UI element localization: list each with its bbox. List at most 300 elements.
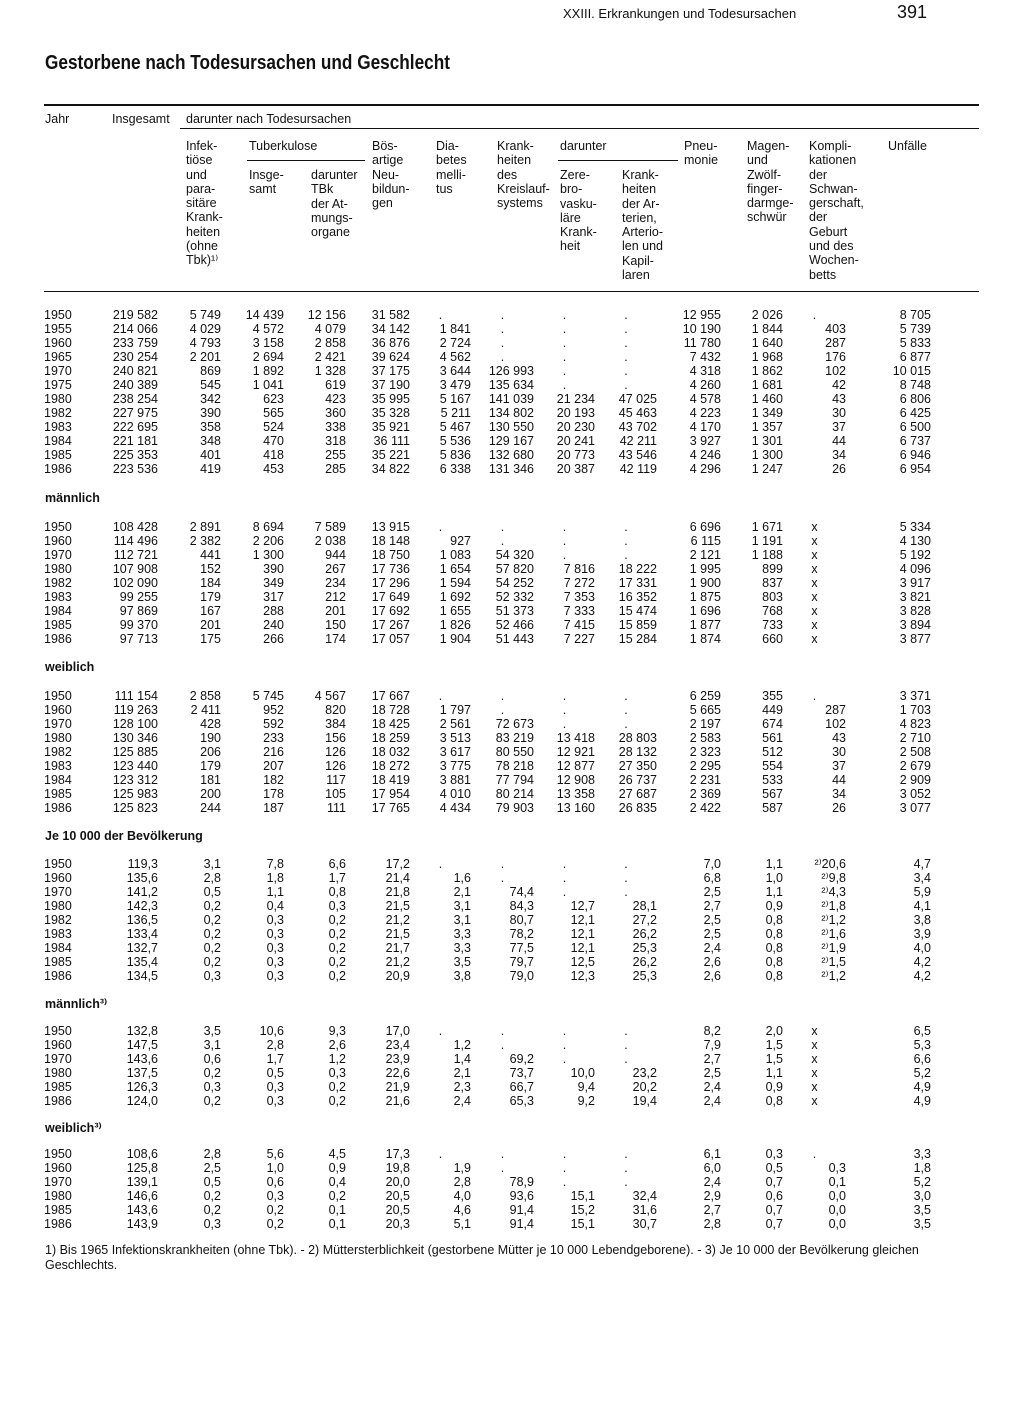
value-cell: 592: [263, 717, 284, 731]
value-cell: 123 440: [112, 759, 158, 773]
value-cell: 285: [325, 462, 346, 476]
value-cell: .: [438, 520, 443, 534]
value-cell: 179: [200, 759, 221, 773]
value-cell: 2 201: [189, 350, 221, 364]
value-cell: 2,8: [703, 1217, 721, 1231]
value-cell: 3 371: [899, 689, 931, 703]
value-cell: 837: [762, 576, 783, 590]
value-cell: 1,8: [913, 1161, 931, 1175]
value-cell: .: [624, 1024, 628, 1038]
value-cell: 820: [325, 703, 346, 717]
value-cell: .: [562, 703, 567, 717]
value-cell: 130 550: [488, 420, 534, 434]
value-cell: .: [562, 1052, 567, 1066]
year-cell: 1960: [44, 703, 72, 717]
value-cell: 190: [200, 731, 221, 745]
value-cell: 0,2: [203, 913, 221, 927]
header-tbk-insgesamt: Insge- samt: [249, 168, 284, 197]
year-cell: 1965: [44, 350, 72, 364]
table-row: [44, 1147, 931, 1161]
year-cell: 1983: [44, 590, 72, 604]
value-cell: .: [562, 1175, 567, 1189]
table-row: [44, 632, 931, 646]
table-row: [44, 745, 931, 759]
value-cell: 567: [762, 787, 783, 801]
value-cell: 2,3: [453, 1080, 471, 1094]
year-cell: 1960: [44, 336, 72, 350]
tuberkulose-rule: [247, 160, 365, 161]
value-cell: 565: [263, 406, 284, 420]
year-cell: 1986: [44, 801, 72, 815]
value-cell: 619: [325, 378, 346, 392]
value-cell: 4 079: [314, 322, 346, 336]
value-cell: 1 877: [689, 618, 721, 632]
year-cell: 1955: [44, 322, 72, 336]
value-cell: 15 284: [618, 632, 657, 646]
value-cell: .: [562, 1161, 567, 1175]
year-cell: 1980: [44, 392, 72, 406]
value-cell: 2 121: [689, 548, 721, 562]
value-cell: 27,2: [632, 913, 657, 927]
value-cell: 18 425: [371, 717, 410, 731]
value-cell: x: [811, 520, 818, 534]
value-cell: 5,6: [266, 1147, 284, 1161]
value-cell: 37 190: [371, 378, 410, 392]
value-cell: 26 737: [618, 773, 657, 787]
value-cell: 524: [263, 420, 284, 434]
value-cell: 15,1: [570, 1217, 595, 1231]
value-cell: 6 954: [899, 462, 931, 476]
value-cell: 1 301: [751, 434, 783, 448]
value-cell: 25,3: [632, 941, 657, 955]
value-cell: 36 111: [373, 434, 410, 448]
table-row: [44, 434, 931, 448]
table-row: [44, 448, 931, 462]
value-cell: 0,7: [765, 1175, 783, 1189]
value-cell: 0,2: [328, 1189, 346, 1203]
value-cell: 37: [832, 420, 846, 434]
value-cell: 43 702: [618, 420, 657, 434]
value-cell: 184: [200, 576, 221, 590]
value-cell: 545: [200, 378, 221, 392]
value-cell: 130 346: [112, 731, 158, 745]
value-cell: 54 320: [495, 548, 534, 562]
value-cell: 4 130: [899, 534, 931, 548]
value-cell: 23,9: [385, 1052, 410, 1066]
value-cell: 6,5: [913, 1024, 931, 1038]
value-cell: 117: [326, 773, 346, 787]
value-cell: 0,2: [328, 913, 346, 927]
value-cell: 99 255: [119, 590, 158, 604]
value-cell: 9,3: [328, 1024, 346, 1038]
value-cell: 1 826: [439, 618, 471, 632]
table-row: [44, 322, 931, 336]
value-cell: 2 197: [689, 717, 721, 731]
value-cell: 20,0: [385, 1175, 410, 1189]
footnote: 1) Bis 1965 Infektionskrankheiten (ohne Tbk). - 2) Müttersterblichkeit (gestorbene Mütter je 10 000 Lebendgeborene). - 3) Je 10 000 der Bevölkerung gleichen Geschlechts.: [45, 1243, 919, 1272]
value-cell: 32,4: [632, 1189, 657, 1203]
value-cell: 2,8: [203, 871, 221, 885]
value-cell: .: [438, 689, 443, 703]
year-cell: 1985: [44, 787, 72, 801]
value-cell: 4,9: [913, 1080, 931, 1094]
value-cell: 348: [200, 434, 221, 448]
value-cell: 91,4: [509, 1217, 534, 1231]
value-cell: 2 909: [899, 773, 931, 787]
section-label: weiblich: [45, 660, 95, 674]
value-cell: 1 300: [252, 548, 284, 562]
value-cell: 0,2: [203, 899, 221, 913]
value-cell: 0,9: [765, 1080, 783, 1094]
value-cell: 1 692: [439, 590, 471, 604]
value-cell: 0,6: [203, 1052, 221, 1066]
value-cell: .: [624, 1147, 628, 1161]
value-cell: 14 439: [245, 308, 284, 322]
value-cell: 4 029: [189, 322, 221, 336]
value-cell: 4 260: [689, 378, 721, 392]
year-cell: 1983: [44, 927, 72, 941]
value-cell: 1 841: [439, 322, 471, 336]
value-cell: 35 328: [371, 406, 410, 420]
value-cell: ²⁾1,9: [821, 941, 846, 955]
year-cell: 1950: [44, 520, 72, 534]
value-cell: 31 582: [371, 308, 410, 322]
value-cell: 136,5: [126, 913, 158, 927]
value-cell: 17 267: [371, 618, 410, 632]
value-cell: 4 434: [439, 801, 471, 815]
value-cell: 31,6: [632, 1203, 657, 1217]
value-cell: 201: [200, 618, 221, 632]
value-cell: 126: [325, 745, 346, 759]
value-cell: 4 246: [689, 448, 721, 462]
value-cell: 77 794: [495, 773, 534, 787]
value-cell: 233 759: [112, 336, 158, 350]
year-cell: 1975: [44, 378, 72, 392]
value-cell: 5 192: [899, 548, 931, 562]
value-cell: ²⁾9,8: [821, 871, 846, 885]
value-cell: 223 536: [112, 462, 158, 476]
value-cell: 93,6: [509, 1189, 534, 1203]
value-cell: 34: [832, 787, 846, 801]
value-cell: 11 780: [683, 336, 721, 350]
value-cell: 318: [325, 434, 346, 448]
value-cell: 2 422: [689, 801, 721, 815]
value-cell: 17,0: [385, 1024, 410, 1038]
value-cell: 2 679: [899, 759, 931, 773]
value-cell: 37 175: [371, 364, 410, 378]
table-row: [44, 534, 931, 548]
year-cell: 1980: [44, 1066, 72, 1080]
table-row: [44, 759, 931, 773]
value-cell: 0,8: [765, 1094, 783, 1108]
value-cell: 8 748: [899, 378, 931, 392]
value-cell: 20,9: [385, 969, 410, 983]
value-cell: 3 479: [439, 378, 471, 392]
value-cell: 2 382: [189, 534, 221, 548]
value-cell: 125 885: [112, 745, 158, 759]
value-cell: .: [624, 534, 628, 548]
value-cell: 3,1: [453, 899, 471, 913]
value-cell: 4 318: [689, 364, 721, 378]
value-cell: 0,7: [765, 1217, 783, 1231]
value-cell: 0,2: [203, 1203, 221, 1217]
value-cell: 1,4: [453, 1052, 471, 1066]
value-cell: 30,7: [632, 1217, 657, 1231]
value-cell: 18 032: [371, 745, 410, 759]
value-cell: 15,1: [570, 1189, 595, 1203]
value-cell: 0,8: [765, 955, 783, 969]
value-cell: .: [500, 871, 505, 885]
table-row: [44, 969, 931, 983]
value-cell: 54 252: [495, 576, 534, 590]
table-row: [44, 604, 931, 618]
value-cell: 132,7: [126, 941, 158, 955]
value-cell: 674: [762, 717, 783, 731]
table-row: [44, 590, 931, 604]
value-cell: 23,4: [385, 1038, 410, 1052]
value-cell: 222 695: [112, 420, 158, 434]
table-row: [44, 378, 931, 392]
value-cell: 42 119: [619, 462, 657, 476]
value-cell: 423: [325, 392, 346, 406]
value-cell: 4 823: [899, 717, 931, 731]
value-cell: 4 170: [689, 420, 721, 434]
value-cell: 0,2: [328, 927, 346, 941]
header-arterien: Krank- heiten der Ar- terien, Arterio- len und Kapil- laren: [622, 168, 664, 283]
value-cell: 12,5: [570, 955, 595, 969]
value-cell: 10 015: [892, 364, 931, 378]
value-cell: 0,3: [266, 1094, 284, 1108]
value-cell: 102 090: [112, 576, 158, 590]
value-cell: 7 816: [563, 562, 595, 576]
value-cell: 28,1: [632, 899, 657, 913]
value-cell: 470: [263, 434, 284, 448]
value-cell: 7 432: [689, 350, 721, 364]
value-cell: 97 713: [119, 632, 158, 646]
value-cell: 238 254: [112, 392, 158, 406]
value-cell: .: [624, 871, 628, 885]
value-cell: 102: [825, 364, 846, 378]
value-cell: 4 572: [252, 322, 284, 336]
value-cell: 178: [263, 787, 284, 801]
year-cell: 1982: [44, 745, 72, 759]
value-cell: 2 710: [899, 731, 931, 745]
value-cell: 91,4: [509, 1203, 534, 1217]
value-cell: 349: [263, 576, 284, 590]
value-cell: 4,6: [453, 1203, 471, 1217]
value-cell: 133,4: [126, 927, 158, 941]
value-cell: .: [438, 1147, 443, 1161]
value-cell: 2 421: [314, 350, 346, 364]
value-cell: 240 389: [112, 378, 158, 392]
year-cell: 1960: [44, 1038, 72, 1052]
value-cell: .: [562, 350, 567, 364]
value-cell: 3 052: [899, 787, 931, 801]
value-cell: 4 010: [439, 787, 471, 801]
value-cell: 20,5: [385, 1189, 410, 1203]
value-cell: 84,3: [509, 899, 534, 913]
value-cell: 52 332: [495, 590, 534, 604]
value-cell: 1 247: [751, 462, 783, 476]
value-cell: 2,5: [703, 885, 721, 899]
data-table: [44, 857, 931, 983]
table-row: [44, 885, 931, 899]
table-row: [44, 703, 931, 717]
value-cell: 119 263: [113, 703, 158, 717]
value-cell: 1,7: [266, 1052, 284, 1066]
value-cell: 2,6: [703, 969, 721, 983]
value-cell: 255: [325, 448, 346, 462]
value-cell: 9,4: [577, 1080, 595, 1094]
value-cell: 1 900: [689, 576, 721, 590]
value-cell: 3,8: [913, 913, 931, 927]
value-cell: 5 536: [439, 434, 471, 448]
value-cell: 240 821: [112, 364, 158, 378]
value-cell: 1 904: [439, 632, 471, 646]
value-cell: 2,8: [203, 1147, 221, 1161]
value-cell: 1 703: [899, 703, 931, 717]
value-cell: 132 680: [488, 448, 534, 462]
value-cell: 28 803: [618, 731, 657, 745]
value-cell: 20,2: [632, 1080, 657, 1094]
value-cell: 2 724: [439, 336, 471, 350]
value-cell: 869: [200, 364, 221, 378]
value-cell: 34 142: [371, 322, 410, 336]
table-row: [44, 787, 931, 801]
value-cell: .: [624, 1038, 628, 1052]
header-infektioese: Infek- tiöse und para- sitäre Krank- heiten (ohne Tbk)¹⁾: [186, 139, 223, 268]
value-cell: 927: [450, 534, 471, 548]
value-cell: 167: [200, 604, 221, 618]
value-cell: 221 181: [112, 434, 158, 448]
value-cell: 17 057: [371, 632, 410, 646]
table-row: [44, 1024, 931, 1038]
value-cell: 0,3: [765, 1147, 783, 1161]
value-cell: 2 206: [252, 534, 284, 548]
value-cell: 73,7: [509, 1066, 534, 1080]
table-row: [44, 955, 931, 969]
value-cell: 80 550: [495, 745, 534, 759]
value-cell: 2 231: [689, 773, 721, 787]
value-cell: 79 903: [495, 801, 534, 815]
value-cell: 0,6: [266, 1175, 284, 1189]
table-row: [44, 350, 931, 364]
value-cell: 42 211: [619, 434, 657, 448]
value-cell: 2,6: [328, 1038, 346, 1052]
value-cell: 134,5: [126, 969, 158, 983]
value-cell: 3 617: [439, 745, 471, 759]
year-cell: 1982: [44, 406, 72, 420]
value-cell: 2,5: [703, 927, 721, 941]
value-cell: 0,2: [328, 955, 346, 969]
value-cell: 3,5: [913, 1203, 931, 1217]
value-cell: 3 821: [899, 590, 931, 604]
year-cell: 1986: [44, 1094, 72, 1108]
value-cell: 1 874: [689, 632, 721, 646]
value-cell: 5 211: [440, 406, 471, 420]
value-cell: .: [562, 520, 567, 534]
value-cell: 6,6: [328, 857, 346, 871]
value-cell: 3 644: [439, 364, 471, 378]
value-cell: 0,5: [203, 1175, 221, 1189]
value-cell: 7 272: [563, 576, 595, 590]
value-cell: 3,5: [453, 955, 471, 969]
value-cell: 225 353: [112, 448, 158, 462]
value-cell: 1 797: [439, 703, 471, 717]
header-tuberkulose: Tuberkulose: [249, 139, 318, 153]
value-cell: 3 877: [899, 632, 931, 646]
year-cell: 1984: [44, 941, 72, 955]
value-cell: 0,6: [765, 1189, 783, 1203]
value-cell: .: [500, 689, 505, 703]
value-cell: 3 077: [899, 801, 931, 815]
value-cell: 244: [200, 801, 221, 815]
value-cell: 143,6: [126, 1052, 158, 1066]
value-cell: 15 474: [618, 604, 657, 618]
year-cell: 1950: [44, 857, 72, 871]
value-cell: 15 859: [618, 618, 657, 632]
value-cell: 0,0: [828, 1189, 846, 1203]
value-cell: 6 806: [899, 392, 931, 406]
value-cell: 0,0: [828, 1217, 846, 1231]
value-cell: .: [562, 885, 567, 899]
value-cell: 3,1: [203, 1038, 221, 1052]
value-cell: 1,9: [453, 1161, 471, 1175]
value-cell: 66,7: [509, 1080, 534, 1094]
value-cell: 10 190: [682, 322, 721, 336]
value-cell: 0,3: [266, 1189, 284, 1203]
value-cell: 128 100: [112, 717, 158, 731]
value-cell: .: [812, 1147, 817, 1161]
value-cell: 768: [762, 604, 783, 618]
value-cell: 1 188: [751, 548, 783, 562]
value-cell: 0,3: [828, 1161, 846, 1175]
value-cell: 1,0: [765, 871, 783, 885]
value-cell: 660: [762, 632, 783, 646]
value-cell: 0,2: [328, 941, 346, 955]
value-cell: 355: [762, 689, 783, 703]
table-row: [44, 941, 931, 955]
value-cell: 384: [325, 717, 346, 731]
value-cell: .: [562, 871, 567, 885]
value-cell: 2 508: [899, 745, 931, 759]
value-cell: 1 968: [751, 350, 783, 364]
value-cell: 111: [326, 801, 346, 815]
value-cell: 9,2: [577, 1094, 595, 1108]
value-cell: 3,4: [913, 871, 931, 885]
value-cell: 2,1: [453, 1066, 471, 1080]
year-cell: 1983: [44, 759, 72, 773]
value-cell: 4,2: [913, 955, 931, 969]
value-cell: 0,2: [203, 1066, 221, 1080]
value-cell: 19,4: [632, 1094, 657, 1108]
value-cell: 35 921: [371, 420, 410, 434]
value-cell: 129 167: [488, 434, 534, 448]
value-cell: 3,3: [913, 1147, 931, 1161]
value-cell: 17,2: [385, 857, 410, 871]
value-cell: 83 219: [495, 731, 534, 745]
table-row: [44, 1066, 931, 1080]
value-cell: ²⁾4,3: [821, 885, 846, 899]
value-cell: 3,5: [203, 1024, 221, 1038]
value-cell: ²⁾1,6: [821, 927, 846, 941]
year-cell: 1986: [44, 462, 72, 476]
data-table: [44, 520, 931, 646]
value-cell: 1 349: [751, 406, 783, 420]
value-cell: 18 272: [371, 759, 410, 773]
value-cell: 8 694: [252, 520, 284, 534]
value-cell: 1 654: [439, 562, 471, 576]
